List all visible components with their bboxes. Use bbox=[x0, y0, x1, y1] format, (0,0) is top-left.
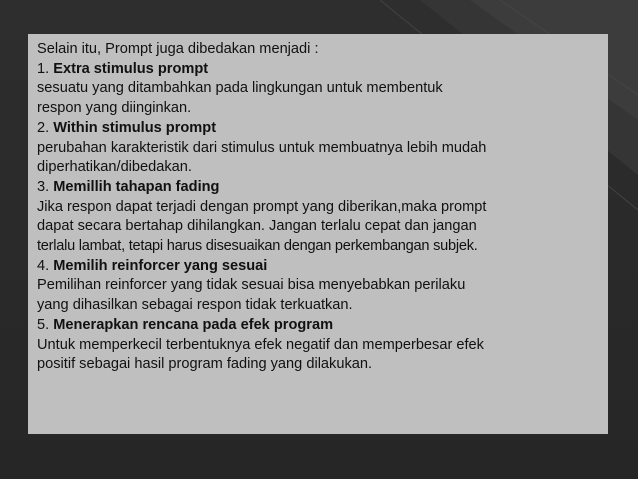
item-text-line: Jika respon dapat terjadi dengan prompt yang diberikan,maka prompt bbox=[37, 198, 487, 215]
list-item bbox=[37, 60, 600, 119]
item-number: 2. bbox=[37, 119, 54, 136]
item-text-line: positif sebagai hasil program fading yang dilakukan. bbox=[37, 356, 373, 373]
item-number: 5. bbox=[37, 316, 54, 333]
item-text-line: Pemilihan reinforcer yang tidak sesuai bisa menyebabkan perilaku bbox=[37, 277, 466, 294]
item-number: 1. bbox=[37, 60, 54, 77]
item-title: Memillih tahapan fading bbox=[53, 178, 220, 195]
item-number: 3. bbox=[37, 178, 54, 195]
item-title: Menerapkan rencana pada efek program bbox=[53, 316, 334, 333]
item-heading bbox=[37, 60, 600, 80]
item-heading bbox=[37, 178, 600, 198]
item-text-line: diperhatikan/dibedakan. bbox=[37, 159, 192, 176]
item-text-line: sesuatu yang ditambahkan pada lingkungan untuk membentuk bbox=[37, 80, 443, 97]
intro-text: Selain itu, Prompt juga dibedakan menjadi : bbox=[37, 41, 319, 57]
item-text-line: dapat secara bertahap dihilangkan. Jangan terlalu cepat dan jangan bbox=[37, 218, 477, 235]
item-title: Extra stimulus prompt bbox=[53, 60, 209, 77]
item-heading bbox=[37, 316, 600, 336]
item-title: Memilih reinforcer yang sesuai bbox=[53, 257, 268, 274]
list-item bbox=[37, 178, 600, 257]
item-text-line: terlalu lambat, tetapi harus disesuaikan dengan perkembangan subjek. bbox=[37, 238, 478, 255]
item-text-line: respon yang diinginkan. bbox=[37, 100, 192, 117]
content-text-box bbox=[28, 34, 608, 434]
list-item bbox=[37, 119, 600, 178]
list-item bbox=[37, 257, 600, 316]
item-text-line: Untuk memperkecil terbentuknya efek negatif dan memperbesar efek bbox=[37, 336, 484, 353]
item-heading bbox=[37, 119, 600, 139]
item-text-line: yang dihasilkan sebagai respon tidak terkuatkan. bbox=[37, 297, 353, 314]
item-heading bbox=[37, 257, 600, 277]
item-number: 4. bbox=[37, 257, 54, 274]
list-item bbox=[37, 316, 600, 375]
item-title: Within stimulus prompt bbox=[53, 119, 217, 136]
item-text-line: perubahan karakteristik dari stimulus untuk membuatnya lebih mudah bbox=[37, 139, 487, 156]
